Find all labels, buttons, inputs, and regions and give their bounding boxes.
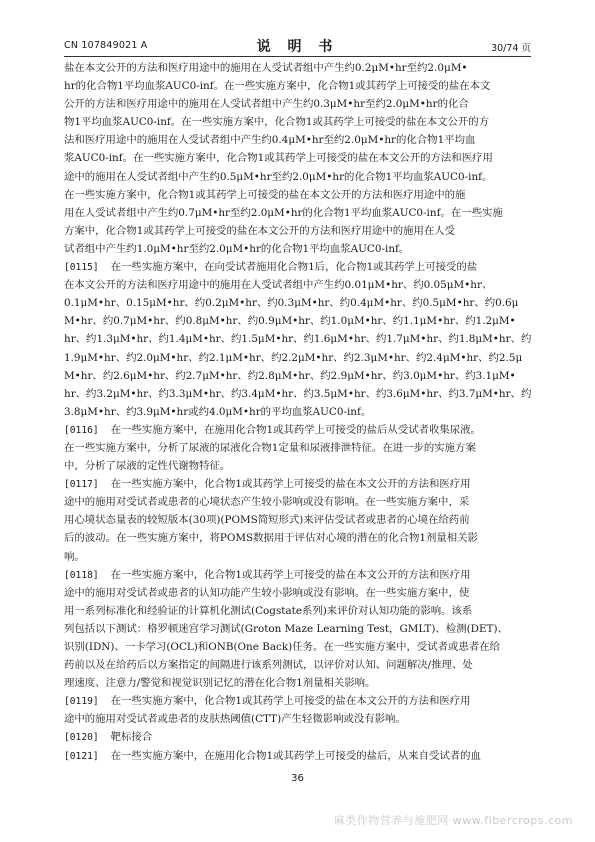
- text-line: [64, 566, 531, 584]
- line-text: hr、约3.2μM•hr、约3.3μM•hr、约3.4μM•hr、约3.5μM•hr、约3.6μM•hr、约3.7μM•hr、约: [64, 387, 531, 400]
- line-text: 中，分析了尿液的定性代谢物特征。: [64, 460, 231, 473]
- line-text: 靶标接合: [110, 731, 153, 744]
- patent-number: CN 107849021 A: [64, 40, 148, 51]
- text-line: [64, 294, 531, 312]
- text-line: [64, 330, 531, 348]
- line-text: 用一系列标准化和经验证的计算机化测试(Cogstate系列)来评价对认知功能的影响。该系: [64, 604, 473, 617]
- line-text: 药前以及在给药后以方案指定的间隔进行该系列测试，以评价对认知、问题解决/推理、处: [64, 659, 473, 672]
- line-text: 在一些实施方案中，化合物1或其药学上可接受的盐在本文公开的方法和医疗用: [110, 568, 471, 581]
- text-line: [64, 638, 531, 656]
- text-line: [64, 620, 531, 638]
- line-text: 盐在本文公开的方法和医疗用途中的施用在人受试者组中产生约0.2μM•hr至约2.0μM•: [64, 62, 468, 74]
- text-line: [64, 710, 531, 728]
- line-text: 法和医疗用途中的施用在人受试者组中产生约0.4μM•hr至约2.0μM•hr的化合物1平均血: [64, 134, 476, 147]
- paragraph-number: [0115]: [64, 262, 99, 274]
- line-text: 用在人受试者组中产生约0.7μM•hr至约2.0μM•hr的化合物1平均血浆AUC0-inf。在一些实施: [64, 206, 503, 219]
- paragraph-number: [0118]: [64, 569, 99, 581]
- text-line: [64, 385, 531, 403]
- document-body: [64, 59, 531, 765]
- text-line: [64, 548, 531, 566]
- line-text: 0.1μM•hr、0.15μM•hr、约0.2μM•hr、约0.3μM•hr、约0.4μM•hr、约0.5μM•hr、约0.6μ: [64, 297, 519, 310]
- text-line: [64, 258, 531, 276]
- text-line: [64, 131, 531, 149]
- paragraph-number: [0119]: [64, 696, 99, 708]
- text-line: [64, 113, 531, 131]
- line-text: 在一些实施方案中，在施用化合物1或其药学上可接受的盐后从受试者收集尿液。: [110, 423, 481, 436]
- line-text: 识别(IDN)、一卡学习(OCL)和ONB(One Back)任务。在一些实施方案中，受试者或患者在给: [64, 641, 501, 653]
- text-line: [64, 421, 531, 439]
- paragraph-number: [0117]: [64, 479, 99, 491]
- text-line: [64, 77, 531, 95]
- line-text: 方案中，化合物1或其药学上可接受的盐在本文公开的方法和医疗用途中的施用在人受: [64, 224, 456, 237]
- text-line: [64, 511, 531, 529]
- line-text: 在一些实施方案中，分析了尿液的尿液化合物1定量和尿液排泄特征。在进一步的实施方案: [64, 441, 476, 454]
- text-line: [64, 186, 531, 204]
- line-text: 1.9μM•hr、约2.0μM•hr、约2.1μM•hr、约2.2μM•hr、约2.3μM•hr、约2.4μM•hr、约2.5μ: [64, 351, 523, 364]
- line-text: 途中的施用在人受试者组中产生约0.5μM•hr至约2.0μM•hr的化合物1平均血浆AUC0-inf。: [64, 170, 493, 183]
- paragraph-number: [0121]: [64, 750, 99, 762]
- page-number: 36: [291, 773, 304, 784]
- line-text: 在本文公开的方法和医疗用途中的施用在人受试者组中产生约0.01μM•hr、约0.05μM•hr、: [64, 279, 493, 292]
- line-text: M•hr、约2.6μM•hr、约2.7μM•hr、约2.8μM•hr、约2.9μM•hr、约3.0μM•hr、约3.1μM•: [64, 369, 516, 382]
- line-text: 在一些实施方案中，化合物1或其药学上可接受的盐在本文公开的方法和医疗用: [110, 695, 471, 708]
- line-text: 理速度、注意力/警觉和视觉识别记忆的潜在化合物1剂量相关影响。: [64, 677, 376, 690]
- text-line: [64, 240, 531, 258]
- text-line: [64, 475, 531, 493]
- line-text: 物1平均血浆AUC0-inf。在一些实施方案中，化合物1或其药学上可接受的盐在本文公开的方: [64, 116, 490, 129]
- text-line: [64, 728, 531, 746]
- line-text: 途中的施用对受试者或患者的认知功能产生较小影响或没有影响。在一些实施方案中，使: [64, 586, 470, 599]
- line-text: 公开的方法和医疗用途中的施用在人受试者组中产生约0.3μM•hr至约2.0μM•hr的化合: [64, 98, 469, 111]
- line-text: 3.8μM•hr、约3.9μM•hr或约4.0μM•hr的平均血浆AUC0-inf。: [64, 405, 372, 418]
- text-line: [64, 692, 531, 710]
- text-line: [64, 168, 531, 186]
- paragraph-number: [0120]: [64, 732, 99, 744]
- text-line: [64, 204, 531, 222]
- text-line: [64, 584, 531, 602]
- text-line: [64, 95, 531, 113]
- line-text: 用心境状态量表的较短版本(30项)(POMS简短形式)来评估受试者或患者的心境在给药前: [64, 514, 470, 527]
- header-rule: [64, 56, 531, 57]
- text-line: [64, 656, 531, 674]
- line-text: 后的波动。在一些实施方案中，将POMS数据用于评估对心境的潜在的化合物1剂量相关影: [64, 532, 478, 545]
- text-line: [64, 276, 531, 294]
- line-text: 在一些实施方案中，在施用化合物1或其药学上可接受的盐后，从来自受试者的血: [110, 749, 481, 762]
- line-text: hr、约1.3μM•hr、约1.4μM•hr、约1.5μM•hr、约1.6μM•hr、约1.7μM•hr、约1.8μM•hr、约: [64, 333, 531, 346]
- text-line: [64, 367, 531, 385]
- document-type-title: 说 明 书: [256, 39, 339, 55]
- text-line: [64, 529, 531, 547]
- line-text: 列包括以下测试：格罗顿迷宫学习测试(Groton Maze Learning Test，GMLT)、检测(DET)、: [64, 622, 508, 635]
- watermark-text: 麻类作物营养与施肥网 www.fibercrops.com: [333, 814, 573, 827]
- text-line: [64, 59, 531, 77]
- line-text: 在一些实施方案中，在向受试者施用化合物1后，化合物1或其药学上可接受的盐: [110, 261, 478, 274]
- line-text: 试者组中产生约1.0μM•hr至约2.0μM•hr的化合物1平均血浆AUC0-inf。: [64, 242, 410, 255]
- line-text: hr的化合物1平均血浆AUC0-inf。在一些实施方案中，化合物1或其药学上可接受的盐在本文: [64, 80, 491, 93]
- text-line: [64, 602, 531, 620]
- text-line: [64, 403, 531, 421]
- line-text: M•hr、约0.7μM•hr、约0.8μM•hr、约0.9μM•hr、约1.0μM•hr、约1.1μM•hr、约1.2μM•: [64, 315, 516, 328]
- text-line: [64, 747, 531, 765]
- text-line: [64, 312, 531, 330]
- line-text: 在一些实施方案中，化合物1或其药学上可接受的盐在本文公开的方法和医疗用途中的施: [64, 188, 466, 201]
- line-text: 浆AUC0-inf。在一些实施方案中，化合物1或其药学上可接受的盐在本文公开的方法和医疗用: [64, 152, 493, 165]
- line-text: 响。: [64, 550, 85, 563]
- paragraph-number: [0116]: [64, 424, 99, 436]
- text-line: [64, 674, 531, 692]
- text-line: [64, 222, 531, 240]
- page-header: [64, 38, 531, 56]
- text-line: [64, 149, 531, 167]
- text-line: [64, 349, 531, 367]
- line-text: 在一些实施方案中，化合物1或其药学上可接受的盐在本文公开的方法和医疗用: [110, 478, 471, 491]
- page-counter: 30/74 页: [491, 43, 531, 54]
- text-line: [64, 457, 531, 475]
- line-text: 途中的施用对受试者或患者的皮肤热阈值(CTT)产生轻微影响或没有影响。: [64, 713, 406, 726]
- text-line: [64, 493, 531, 511]
- text-line: [64, 439, 531, 457]
- line-text: 途中的施用对受试者或患者的心境状态产生较小影响或没有影响。在一些实施方案中，采: [64, 496, 470, 509]
